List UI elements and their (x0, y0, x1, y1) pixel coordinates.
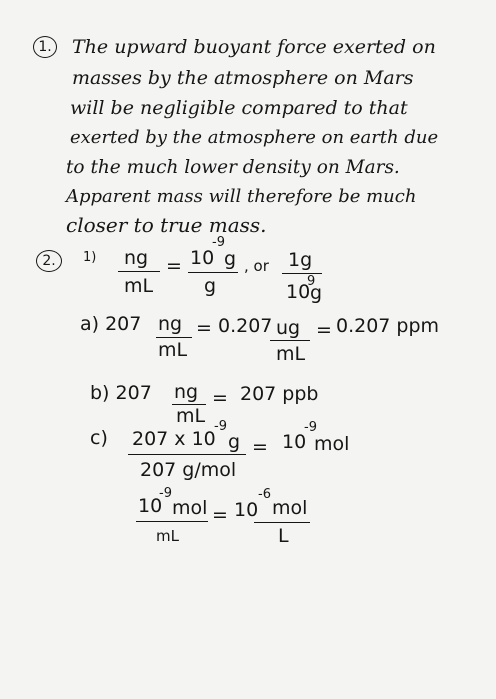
q1-line-7: closer to true mass. (66, 213, 267, 237)
q2-item1-num2-unit: g (224, 248, 237, 270)
q2-b-eq: = (212, 387, 228, 409)
q1-line-4: exerted by the atmosphere on earth due (70, 127, 439, 148)
q2-c-res-unit: mol (314, 433, 350, 455)
q2-c-num-exp: -9 (214, 419, 227, 434)
question-2-number: 2. (36, 250, 62, 272)
q2-b-result: 207 ppb (240, 383, 319, 405)
fraction-bar (128, 454, 246, 455)
q2-c-row2-num-pre: 10 (138, 495, 163, 517)
question-1-number: 1. (33, 36, 57, 58)
q2-item1-den3-unit: g (310, 282, 323, 304)
q2-a-num2: ug (276, 317, 301, 339)
fraction-bar (118, 271, 160, 272)
q1-line-5: to the much lower density on Mars. (66, 157, 400, 178)
q2-item1-sep: , or (244, 257, 269, 275)
q2-c-den: 207 g/mol (140, 459, 237, 481)
q2-c-eq2: = (212, 504, 228, 526)
q2-a-den2: mL (276, 343, 306, 365)
fraction-bar (254, 522, 310, 523)
q2-c-res-pre: 10 (282, 431, 307, 453)
q2-b-den1: mL (176, 405, 206, 427)
q1-line-6: Apparent mass will therefore be much (66, 186, 417, 207)
q2-c-row2-res-den: L (278, 525, 289, 547)
q2-c-label: c) (90, 427, 108, 449)
fraction-bar (270, 340, 310, 341)
q2-item1-den2: g (204, 275, 217, 297)
q1-line-1: The upward buoyant force exerted on (72, 36, 436, 58)
q2-c-res-exp: -9 (304, 420, 317, 435)
q2-a-num1: ng (158, 313, 183, 335)
q2-item1-num1: ng (124, 247, 149, 269)
q2-c-row2-res-exp: -6 (258, 487, 271, 502)
q2-b-label: b) 207 (90, 382, 152, 404)
q2-c-row2-res-pre: 10 (234, 499, 259, 521)
q2-b-num1: ng (174, 381, 199, 403)
q2-a-result: 0.207 ppm (336, 315, 440, 337)
q2-c-row2-den: mL (156, 527, 179, 545)
q2-a-eq2: = (316, 319, 332, 341)
q2-item1-den3: 10 (286, 281, 311, 303)
q2-c-num-unit: g (228, 431, 241, 453)
q2-item1-label: 1) (83, 250, 97, 265)
q2-c-row2-res-unit: mol (272, 497, 308, 519)
q2-a-mid: 0.207 (218, 315, 273, 337)
fraction-bar (156, 337, 192, 338)
q2-item1-den3-exp: 9 (307, 274, 316, 289)
q2-item1-num2-exp: -9 (212, 235, 225, 250)
q2-a-label: a) 207 (80, 313, 142, 335)
q2-c-row2-num-unit: mol (172, 497, 208, 519)
fraction-bar (188, 272, 238, 273)
q2-c-eq1: = (252, 436, 268, 458)
q2-item1-num2: 10 (190, 247, 215, 269)
q2-c-num-pre: 207 x 10 (132, 428, 216, 450)
fraction-bar (282, 273, 322, 274)
q2-a-eq1: = (196, 317, 212, 339)
q2-c-row2-num-exp: -9 (159, 486, 172, 501)
fraction-bar (136, 521, 208, 522)
q2-item1-eq: = (166, 255, 182, 277)
q1-line-2: masses by the atmosphere on Mars (72, 67, 414, 89)
q2-item1-den1: mL (124, 275, 154, 297)
q1-line-3: will be negligible compared to that (70, 97, 408, 119)
q2-a-den1: mL (158, 339, 188, 361)
q2-item1-num3: 1g (288, 249, 313, 271)
